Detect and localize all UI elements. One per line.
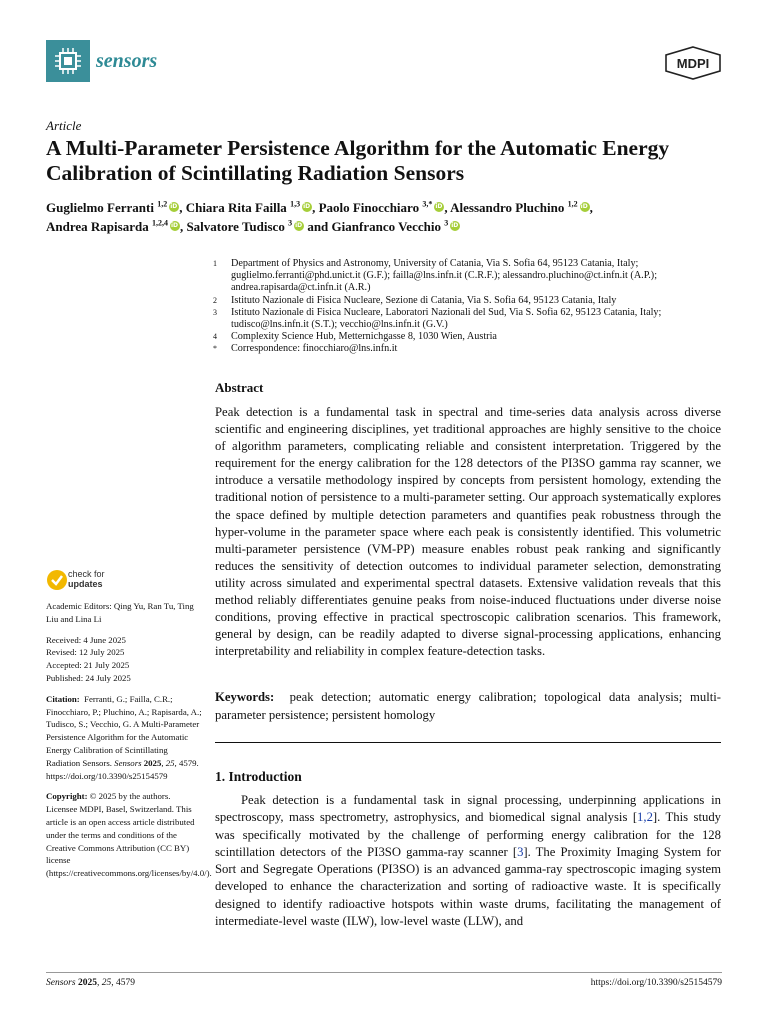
academic-editors: Academic Editors: Qing Yu, Ran Tu, Ting Liu and Lina Li xyxy=(46,601,194,624)
publisher-logo-text: MDPI xyxy=(676,56,710,71)
author: Paolo Finocchiaro $^{3,*}$iD xyxy=(319,200,445,215)
author: Salvatore Tudisco $^3$iD xyxy=(186,219,304,234)
divider xyxy=(215,742,721,743)
keywords: Keywords: peak detection; automatic energy calibration; topological data analysis; multi-parameter persistence; persistent homology xyxy=(215,690,721,722)
affiliation: 2 Istituto Nazionale di Fisica Nucleare, Sezione di Catania, Via S. Sofia 64, 95123 Catania, Italy xyxy=(213,294,617,306)
affiliation: 3 Istituto Nazionale di Fisica Nucleare, Laboratori Nazionali del Sud, Via S. Sofia 62, 95123 Catania, Italy; tudisco@lns.infn.it (S.T.); vecchio@lns.infn.it (G.V.) xyxy=(213,306,662,331)
author: Alessandro Pluchino $^{1,2}$iD xyxy=(450,200,590,215)
footer-citation: Sensors 2025, 25, 4579 xyxy=(46,978,135,988)
orcid-icon[interactable] xyxy=(302,202,312,212)
dates: Received: 4 June 2025 Revised: 12 July 2025 Accepted: 21 July 2025 Published: 24 July 2025 xyxy=(46,634,131,683)
affiliations xyxy=(213,258,733,356)
section-heading: 1. Introduction xyxy=(215,769,302,784)
publisher-logo-icon xyxy=(664,46,722,80)
paper-title: A Multi-Parameter Persistence Algorithm for the Automatic Energy Calibration of Scintillating Radiation Sensors xyxy=(46,136,670,185)
journal-logo-icon xyxy=(46,40,90,82)
orcid-icon[interactable] xyxy=(434,202,444,212)
abstract-text: Peak detection is a fundamental task in spectral and time-series data analysis across diverse scientific and engineering disciplines, yet traditional approaches are highly sensitive to the choice of algorithm parameters, complicating reliable and consistent interpretation. Triggered by the requirement for the energy calibration for the 128 detectors of the PI3SO gamma ray scanner, we introduce a versatile methodology inspired by concepts from persistent homology, extending the traditional notion of persistence to a multi-parameter setting. Our approach systematically explores the space defined by multiple detection parameters and quantifies peak robustness through the hyper-volume in the parameter space where each peak is consistently identified. This volumetric multi-parameter persistence (VM-PP) measure enables robust peak ranking and significantly reduces the sensitivity of detection outcomes to individual parameter selection, demonstrating utility across simulated and experimental spectral datasets. Extensive validation reveals that this method reliably differentiates genuine peaks from noise-induced fluctuations under diverse noise conditions, proving effective in practical spectroscopic calibration scenarios. This framework, general by design, can be readily adapted to diverse signal-processing applications, enhancing interpretability and reliability in complex feature-detection tasks. xyxy=(215,405,721,659)
citation-link[interactable]: 3 xyxy=(517,844,524,859)
author: Andrea Rapisarda $^{1,2,4}$iD xyxy=(46,219,180,234)
footer-divider xyxy=(46,972,722,973)
author-list: Guglielmo Ferranti $^{1,2}$iD , Chiara Rita Failla $^{1,3}$iD , Paolo Finocchiaro $^{3,*}$iD , Alessandro Pluchino $^{1,2}$iD , Andrea Rapisarda $^{1,2,4}$iD , Salvatore Tudisco $^3$iD and Gianfranco Vecchio $^3$iD xyxy=(46,198,726,236)
author: Chiara Rita Failla $^{1,3}$iD xyxy=(186,200,312,215)
sidebar xyxy=(46,600,212,888)
affiliation: 4 Complexity Science Hub, Metternichgasse 8, 1030 Wien, Austria xyxy=(213,331,497,343)
orcid-icon[interactable] xyxy=(294,221,304,231)
citation: Citation: Ferranti, G.; Failla, C.R.; Finocchiaro, P.; Pluchino, A.; Rapisarda, A.; Tudisco, S.; Vecchio, G. A Multi-Parameter Persistence Algorithm for the Automatic Energy Calibration of Scintillating Radiation Sensors. Sensors 2025, 25, 4579. https://doi.org/10.3390/s25154579 xyxy=(46,693,202,781)
author: Guglielmo Ferranti $^{1,2}$iD xyxy=(46,200,179,215)
orcid-icon[interactable] xyxy=(580,202,590,212)
affiliation: 1 Department of Physics and Astronomy, University of Catania, Via S. Sofia 64, 95123 Catania, Italy; guglielmo.ferranti@phd.unict.it (G.F.); failla@lns.infn.it (C.R.F.); alessandro.pluchino@ct.infn.it (A.P.); andrea.rapisarda@ct.infn.it (A.R.) xyxy=(213,258,658,294)
author: Gianfranco Vecchio $^3$iD xyxy=(332,219,461,234)
correspondence: * Correspondence: finocchiaro@lns.infn.it xyxy=(213,343,398,355)
abstract-heading: Abstract xyxy=(215,380,264,395)
citation-link[interactable]: 1,2 xyxy=(637,810,653,825)
check-updates-label: check for updates xyxy=(68,569,105,589)
intro-paragraph: Peak detection is a fundamental task in signal processing, underpinning applications in spectroscopy, mass spectrometry, astrophysics, and biomedical signal analysis [1,2]. This study was specifically motivated by the challenge of performing energy calibration for the 128 scintillation detectors of the PI3SO gamma-ray scanner [3]. The Proximity Imaging System for Sort and Segregate Operations (PI3SO) is an advanced gamma-ray spectroscopic imaging system developed to enhance the characterization and sorting of radioactive waste. It is specifically designed to identify radioactive hotspots within waste drums, facilitating the management of intermediate-level waste (ILW), low-level waste (LLW), and xyxy=(215,793,722,929)
article-type: Article xyxy=(46,118,82,133)
orcid-icon[interactable] xyxy=(170,221,180,231)
footer-doi-link[interactable]: https://doi.org/10.3390/s25154579 xyxy=(590,978,722,988)
orcid-icon[interactable] xyxy=(169,202,179,212)
copyright: Copyright: © 2025 by the authors. Licensee MDPI, Basel, Switzerland. This article is an open access article distributed under the terms and conditions of the Creative Commons Attribution (CC BY) license (https://creativecommons.org/licenses/by/4.0/). xyxy=(46,791,212,879)
check-updates-icon xyxy=(46,569,68,591)
journal-name: sensors xyxy=(96,50,158,72)
orcid-icon[interactable] xyxy=(450,221,460,231)
